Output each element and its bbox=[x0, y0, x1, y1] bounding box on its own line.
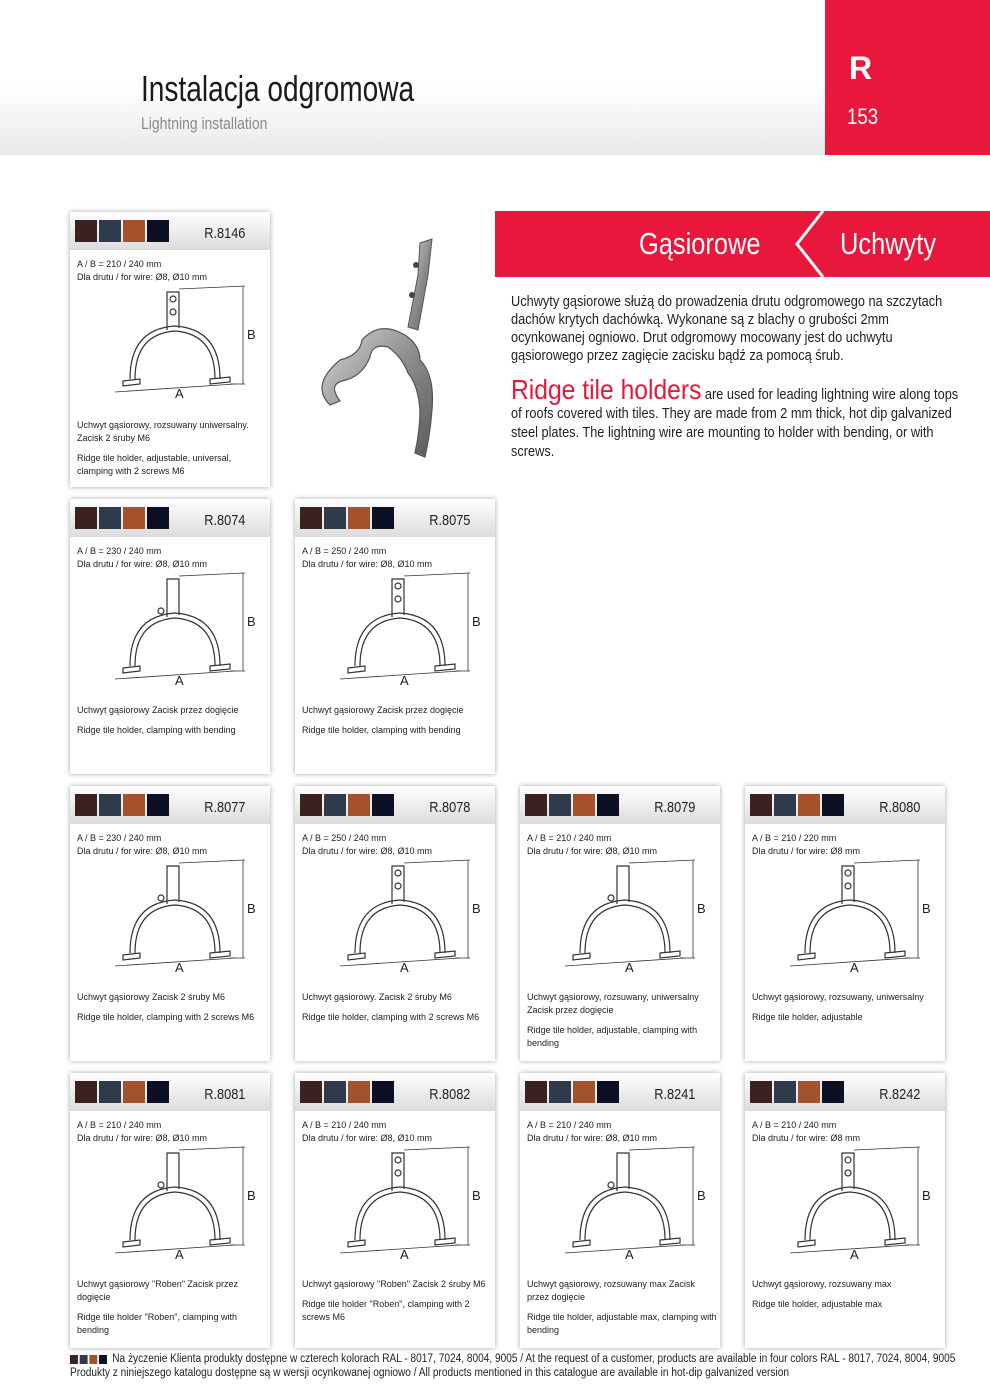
dimension-label-a: A bbox=[850, 1247, 859, 1260]
color-swatch bbox=[798, 1081, 820, 1103]
product-dimensions bbox=[302, 832, 432, 858]
holder-drawing bbox=[320, 1145, 485, 1260]
product-dimensions bbox=[527, 832, 657, 858]
color-swatch bbox=[549, 1081, 571, 1103]
product-dimensions bbox=[77, 258, 207, 284]
color-swatch bbox=[597, 1081, 619, 1103]
description-en: Ridge tile holder, adjustable bbox=[752, 1012, 863, 1022]
dimension-label-a: A bbox=[400, 1247, 409, 1260]
product-code: R.8242 bbox=[878, 1086, 920, 1103]
product-card bbox=[70, 1073, 270, 1348]
wire-diameter: Dla drutu / for wire: Ø8, Ø10 mm bbox=[302, 846, 433, 856]
product-description bbox=[77, 704, 267, 744]
product-card bbox=[520, 786, 720, 1061]
footer-line-1: Na życzenie Klienta produkty dostępne w czterech kolorach RAL - 8017, 7024, 8004, 9005 / At the request of a customer, products are available in four colors RAL - 8017, 7024, 8004, 9005 bbox=[112, 1353, 956, 1365]
description-en: Ridge tile holder "Roben", clamping with 2 screws M6 bbox=[302, 1299, 470, 1322]
color-swatches bbox=[525, 794, 619, 816]
color-swatches bbox=[300, 794, 394, 816]
color-swatch bbox=[324, 507, 346, 529]
dimension-ab: A / B = 210 / 220 mm bbox=[752, 833, 837, 843]
product-description bbox=[302, 1278, 492, 1331]
banner-left-text: Gąsiorowe bbox=[639, 226, 761, 261]
section-letter: R bbox=[849, 50, 873, 86]
dimension-label-a: A bbox=[625, 960, 634, 973]
page-number: 153 bbox=[847, 104, 879, 129]
dimension-label-b: B bbox=[247, 614, 256, 629]
dimension-label-b: B bbox=[247, 327, 256, 342]
color-swatch bbox=[300, 1081, 322, 1103]
product-description bbox=[302, 704, 492, 744]
description-en: Ridge tile holder, adjustable max, clamping with bending bbox=[527, 1312, 717, 1335]
intro-title-en: Ridge tile holders bbox=[511, 374, 702, 405]
color-swatch bbox=[147, 794, 169, 816]
product-code: R.8080 bbox=[878, 799, 920, 816]
wire-diameter: Dla drutu / for wire: Ø8, Ø10 mm bbox=[527, 1133, 658, 1143]
dimension-label-a: A bbox=[175, 673, 184, 686]
product-code: R.8241 bbox=[653, 1086, 695, 1103]
wire-diameter: Dla drutu / for wire: Ø8, Ø10 mm bbox=[302, 1133, 433, 1143]
color-swatch bbox=[348, 794, 370, 816]
product-description bbox=[752, 1278, 942, 1318]
product-dimensions bbox=[77, 545, 207, 571]
description-pl: Uchwyt gąsiorowy, rozsuwany uniwersalny. Zacisk 2 śruby M6 bbox=[77, 420, 249, 443]
product-card bbox=[745, 786, 945, 1061]
product-card bbox=[70, 499, 270, 774]
intro-text-pl: Uchwyty gąsiorowe służą do prowadzenia drutu odgromowego na szczytach dachów krytych dachówką. Wykonane są z blachy o grubości 2mm ocynkowanej ogniowo. Drut odgromowy mocowany jest do uchwytu gąsiorowego przez zagięcie zacisku bądź za pomocą śrub. bbox=[511, 294, 943, 364]
color-swatch bbox=[774, 1081, 796, 1103]
dimension-label-b: B bbox=[697, 1188, 706, 1203]
product-card bbox=[520, 1073, 720, 1348]
color-swatches bbox=[75, 507, 169, 529]
dimension-label-b: B bbox=[697, 901, 706, 916]
card-header bbox=[70, 1073, 270, 1111]
dimension-label-b: B bbox=[922, 901, 931, 916]
product-code: R.8146 bbox=[203, 225, 245, 242]
wire-diameter: Dla drutu / for wire: Ø8, Ø10 mm bbox=[77, 559, 208, 569]
dimension-ab: A / B = 210 / 240 mm bbox=[77, 259, 162, 269]
color-swatch bbox=[774, 794, 796, 816]
footer-swatch bbox=[99, 1355, 107, 1364]
description-pl: Uchwyt gąsiorowy "Roben" Zacisk 2 śruby M6 bbox=[302, 1279, 486, 1289]
color-swatches bbox=[300, 1081, 394, 1103]
description-pl: Uchwyt gąsiorowy, rozsuwany, uniwersalny bbox=[752, 992, 924, 1002]
dimension-label-b: B bbox=[247, 901, 256, 916]
product-code: R.8081 bbox=[203, 1086, 245, 1103]
color-swatches bbox=[75, 794, 169, 816]
product-card bbox=[745, 1073, 945, 1348]
dimension-label-a: A bbox=[850, 960, 859, 973]
card-header bbox=[70, 212, 270, 250]
chevron-divider-icon bbox=[785, 211, 845, 277]
intro-body-en: are used for leading lightning wire along tops of roofs covered with tiles. They are made from 2 mm thick, hot dip galvanized steel plates. The lightning wire are mounting to holder with bending, or with screws. bbox=[511, 387, 959, 460]
card-header bbox=[295, 786, 495, 824]
color-swatch bbox=[123, 794, 145, 816]
card-header bbox=[295, 499, 495, 537]
color-swatch bbox=[597, 794, 619, 816]
dimension-label-a: A bbox=[400, 673, 409, 686]
color-swatch bbox=[75, 220, 97, 242]
dimension-label-b: B bbox=[472, 901, 481, 916]
page-subtitle: Lightning installation bbox=[141, 114, 268, 133]
footer-swatch bbox=[80, 1355, 88, 1364]
color-swatch bbox=[372, 1081, 394, 1103]
color-swatch bbox=[348, 1081, 370, 1103]
dimension-ab: A / B = 210 / 240 mm bbox=[527, 1120, 612, 1130]
color-swatch bbox=[99, 507, 121, 529]
color-swatch bbox=[372, 507, 394, 529]
product-description bbox=[77, 991, 267, 1031]
product-dimensions bbox=[527, 1119, 657, 1145]
product-code: R.8077 bbox=[203, 799, 245, 816]
product-dimensions bbox=[77, 832, 207, 858]
dimension-ab: A / B = 210 / 240 mm bbox=[77, 1120, 162, 1130]
color-swatch bbox=[300, 507, 322, 529]
product-description bbox=[752, 991, 942, 1031]
description-en: Ridge tile holder, clamping with bending bbox=[302, 725, 461, 735]
dimension-ab: A / B = 210 / 240 mm bbox=[752, 1120, 837, 1130]
product-dimensions bbox=[752, 832, 860, 858]
description-en: Ridge tile holder, clamping with 2 screws M6 bbox=[77, 1012, 255, 1022]
card-header bbox=[295, 1073, 495, 1111]
color-swatch bbox=[324, 794, 346, 816]
dimension-label-b: B bbox=[247, 1188, 256, 1203]
dimension-label-a: A bbox=[175, 960, 184, 973]
product-description bbox=[527, 1278, 717, 1344]
description-pl: Uchwyt gąsiorowy, rozsuwany max Zacisk przez dogięcie bbox=[527, 1279, 695, 1302]
dimension-ab: A / B = 230 / 240 mm bbox=[77, 833, 162, 843]
color-swatches bbox=[75, 1081, 169, 1103]
description-pl: Uchwyt gąsiorowy, rozsuwany, uniwersalny Zacisk przez dogięcie bbox=[527, 992, 699, 1015]
wire-diameter: Dla drutu / for wire: Ø8, Ø10 mm bbox=[302, 559, 433, 569]
color-swatch bbox=[147, 507, 169, 529]
footer-swatch bbox=[89, 1355, 97, 1364]
dimension-ab: A / B = 250 / 240 mm bbox=[302, 546, 387, 556]
dimension-label-a: A bbox=[175, 1247, 184, 1260]
product-card bbox=[295, 499, 495, 774]
holder-drawing bbox=[95, 1145, 260, 1260]
color-swatches bbox=[750, 1081, 844, 1103]
holder-drawing bbox=[320, 858, 485, 973]
description-pl: Uchwyt gąsiorowy Zacisk przez dogięcie bbox=[77, 705, 239, 715]
product-code: R.8074 bbox=[203, 512, 245, 529]
color-swatch bbox=[372, 794, 394, 816]
description-en: Ridge tile holder, adjustable, clamping with bending bbox=[527, 1025, 698, 1048]
product-code: R.8082 bbox=[428, 1086, 470, 1103]
description-en: Ridge tile holder, clamping with 2 screws M6 bbox=[302, 1012, 480, 1022]
holder-drawing bbox=[95, 858, 260, 973]
product-dimensions bbox=[77, 1119, 207, 1145]
wire-diameter: Dla drutu / for wire: Ø8, Ø10 mm bbox=[527, 846, 658, 856]
card-header bbox=[745, 786, 945, 824]
footer-colors-note bbox=[70, 1353, 955, 1365]
holder-drawing bbox=[770, 1145, 935, 1260]
color-swatch bbox=[99, 220, 121, 242]
color-swatch bbox=[123, 220, 145, 242]
dimension-ab: A / B = 250 / 240 mm bbox=[302, 833, 387, 843]
color-swatch bbox=[147, 1081, 169, 1103]
banner-right-text: Uchwyty bbox=[840, 226, 937, 261]
dimension-ab: A / B = 210 / 240 mm bbox=[302, 1120, 387, 1130]
holder-drawing bbox=[770, 858, 935, 973]
dimension-label-a: A bbox=[400, 960, 409, 973]
color-swatch bbox=[147, 220, 169, 242]
color-swatches bbox=[75, 220, 169, 242]
dimension-label-b: B bbox=[472, 1188, 481, 1203]
color-swatch bbox=[822, 1081, 844, 1103]
description-en: Ridge tile holder, clamping with bending bbox=[77, 725, 236, 735]
footer-swatch bbox=[70, 1355, 78, 1364]
dimension-label-a: A bbox=[625, 1247, 634, 1260]
wire-diameter: Dla drutu / for wire: Ø8 mm bbox=[752, 846, 861, 856]
section-tab bbox=[825, 0, 990, 155]
color-swatches bbox=[750, 794, 844, 816]
dimension-label-b: B bbox=[472, 614, 481, 629]
wire-diameter: Dla drutu / for wire: Ø8 mm bbox=[752, 1133, 861, 1143]
description-pl: Uchwyt gąsiorowy. Zacisk 2 śruby M6 bbox=[302, 992, 452, 1002]
page-title: Instalacja odgromowa bbox=[141, 68, 415, 109]
card-header bbox=[70, 499, 270, 537]
color-swatches bbox=[525, 1081, 619, 1103]
card-header bbox=[70, 786, 270, 824]
color-swatches bbox=[300, 507, 394, 529]
product-description bbox=[302, 991, 492, 1031]
color-swatch bbox=[324, 1081, 346, 1103]
color-swatch bbox=[549, 794, 571, 816]
color-swatch bbox=[99, 1081, 121, 1103]
color-swatch bbox=[573, 1081, 595, 1103]
product-dimensions bbox=[302, 545, 432, 571]
dimension-label-b: B bbox=[922, 1188, 931, 1203]
color-swatch bbox=[798, 794, 820, 816]
product-code: R.8079 bbox=[653, 799, 695, 816]
color-swatch bbox=[348, 507, 370, 529]
product-code: R.8075 bbox=[428, 512, 470, 529]
description-en: Ridge tile holder, adjustable max bbox=[752, 1299, 883, 1309]
dimension-label-a: A bbox=[175, 386, 184, 399]
intro-text-en bbox=[511, 376, 964, 462]
product-card bbox=[70, 786, 270, 1061]
product-card bbox=[70, 212, 270, 487]
color-swatch bbox=[300, 794, 322, 816]
description-pl: Uchwyt gąsiorowy Zacisk przez dogięcie bbox=[302, 705, 464, 715]
card-header bbox=[745, 1073, 945, 1111]
color-swatch bbox=[822, 794, 844, 816]
dimension-ab: A / B = 230 / 240 mm bbox=[77, 546, 162, 556]
color-swatch bbox=[573, 794, 595, 816]
product-card bbox=[295, 1073, 495, 1348]
footer-line-2: Produkty z niniejszego katalogu dostępne są w wersji ocynkowanej ogniowo / All products mentioned in this catalogue are available in hot-dip galvanized version bbox=[70, 1367, 789, 1379]
description-pl: Uchwyt gąsiorowy, rozsuwany max bbox=[752, 1279, 892, 1289]
card-header bbox=[520, 1073, 720, 1111]
holder-drawing bbox=[95, 571, 260, 686]
product-dimensions bbox=[752, 1119, 860, 1145]
product-dimensions bbox=[302, 1119, 432, 1145]
product-description bbox=[77, 419, 267, 485]
product-description bbox=[527, 991, 717, 1057]
color-swatch bbox=[750, 794, 772, 816]
color-swatch bbox=[525, 1081, 547, 1103]
holder-drawing bbox=[95, 284, 260, 399]
color-swatch bbox=[75, 794, 97, 816]
wire-diameter: Dla drutu / for wire: Ø8, Ø10 mm bbox=[77, 846, 208, 856]
color-swatch bbox=[99, 794, 121, 816]
color-swatch bbox=[75, 507, 97, 529]
wire-diameter: Dla drutu / for wire: Ø8, Ø10 mm bbox=[77, 1133, 208, 1143]
color-swatch bbox=[123, 1081, 145, 1103]
holder-drawing bbox=[320, 571, 485, 686]
description-pl: Uchwyt gąsiorowy Zacisk 2 śruby M6 bbox=[77, 992, 226, 1002]
holder-drawing bbox=[545, 1145, 710, 1260]
color-swatch bbox=[750, 1081, 772, 1103]
section-banner bbox=[495, 211, 990, 277]
product-description bbox=[77, 1278, 267, 1344]
product-photo bbox=[300, 235, 480, 465]
dimension-ab: A / B = 210 / 240 mm bbox=[527, 833, 612, 843]
description-pl: Uchwyt gąsiorowy "Roben" Zacisk przez dogięcie bbox=[77, 1279, 238, 1302]
color-swatch bbox=[75, 1081, 97, 1103]
description-en: Ridge tile holder "Roben", clamping with bending bbox=[77, 1312, 237, 1335]
card-header bbox=[520, 786, 720, 824]
description-en: Ridge tile holder, adjustable, universal, clamping with 2 screws M6 bbox=[77, 453, 232, 476]
product-code: R.8078 bbox=[428, 799, 470, 816]
holder-drawing bbox=[545, 858, 710, 973]
color-swatch bbox=[525, 794, 547, 816]
wire-diameter: Dla drutu / for wire: Ø8, Ø10 mm bbox=[77, 272, 208, 282]
product-card bbox=[295, 786, 495, 1061]
color-swatch bbox=[123, 507, 145, 529]
